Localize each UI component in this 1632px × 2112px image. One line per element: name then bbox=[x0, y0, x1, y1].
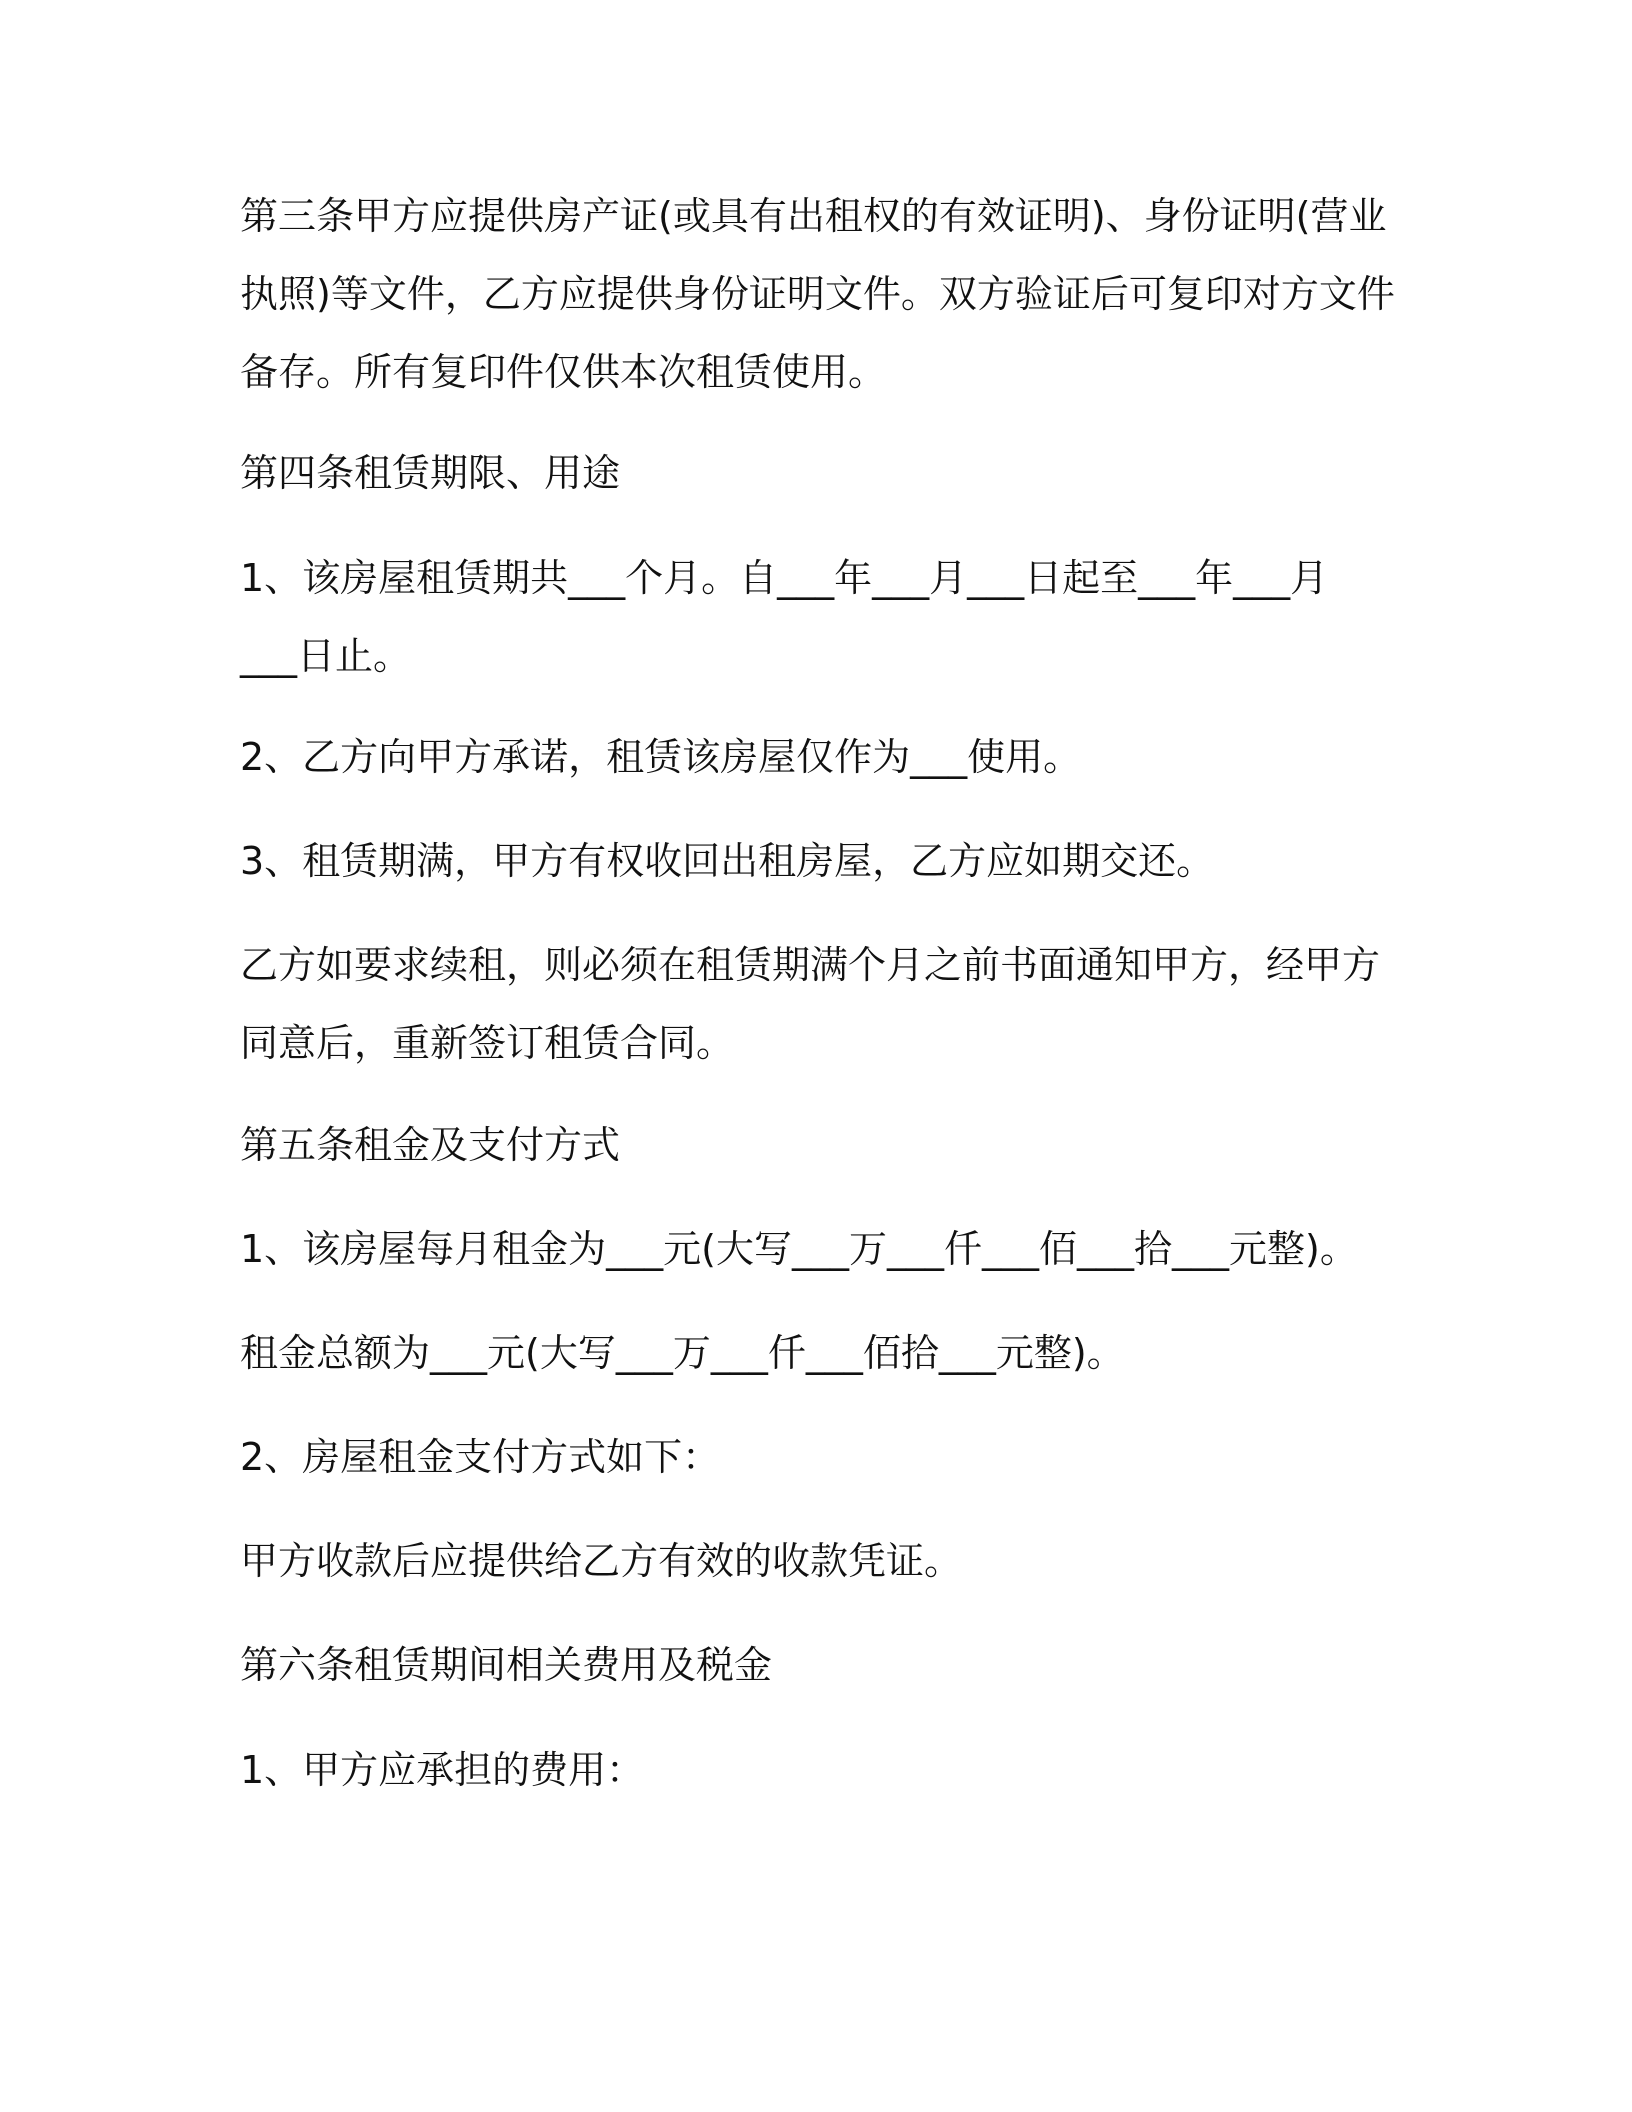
article-6-heading-text: 第六条租赁期间相关费用及税金 bbox=[240, 1643, 773, 1687]
article-4-item-1-line-1: 1、该房屋租赁期共___个月。自___年___月___日起至___年___月 bbox=[240, 556, 1329, 600]
article-4-item-1-line-2: ___日止。 bbox=[240, 634, 412, 678]
article-5-receipt-text: 甲方收款后应提供给乙方有效的收款凭证。 bbox=[240, 1539, 963, 1583]
article-5-item-1-text: 1、该房屋每月租金为___元(大写___万___仟___佰___拾___元整)。 bbox=[240, 1227, 1358, 1271]
article-4-item-3-text: 3、租赁期满，甲方有权收回出租房屋，乙方应如期交还。 bbox=[240, 839, 1215, 883]
article-4-item-1 bbox=[240, 539, 1380, 695]
article-5-heading-text: 第五条租金及支付方式 bbox=[240, 1123, 621, 1167]
article-3-line-1: 第三条甲方应提供房产证(或具有出租权的有效证明)、身份证明(营业 bbox=[240, 194, 1387, 238]
article-6-item-1-text: 1、甲方应承担的费用： bbox=[240, 1748, 645, 1792]
article-4-item-2-text: 2、乙方向甲方承诺，租赁该房屋仅作为___使用。 bbox=[240, 735, 1082, 779]
article-5-item-1 bbox=[240, 1210, 1380, 1288]
article-5-total-text: 租金总额为___元(大写___万___仟___佰拾___元整)。 bbox=[240, 1331, 1125, 1375]
article-5-heading bbox=[240, 1106, 1380, 1184]
article-6-heading bbox=[240, 1626, 1380, 1704]
article-5-item-2-text: 2、房屋租金支付方式如下： bbox=[240, 1435, 721, 1479]
article-5-total bbox=[240, 1314, 1380, 1392]
article-3-line-2: 执照)等文件，乙方应提供身份证明文件。双方验证后可复印对方文件 bbox=[240, 272, 1395, 316]
article-4-renewal-line-2: 同意后，重新签订租赁合同。 bbox=[240, 1021, 735, 1065]
article-4-item-3 bbox=[240, 822, 1380, 900]
article-5-item-2 bbox=[240, 1418, 1380, 1496]
article-4-renewal-line-1: 乙方如要求续租，则必须在租赁期满个月之前书面通知甲方，经甲方 bbox=[240, 943, 1381, 987]
article-3-line-3: 备存。所有复印件仅供本次租赁使用。 bbox=[240, 350, 887, 394]
article-4-heading bbox=[240, 434, 1380, 512]
article-5-receipt bbox=[240, 1522, 1380, 1600]
article-3-paragraph bbox=[240, 177, 1395, 411]
article-4-renewal bbox=[240, 926, 1380, 1082]
article-4-item-2 bbox=[240, 718, 1380, 796]
article-6-item-1 bbox=[240, 1731, 1380, 1809]
article-4-heading-text: 第四条租赁期限、用途 bbox=[240, 451, 621, 495]
